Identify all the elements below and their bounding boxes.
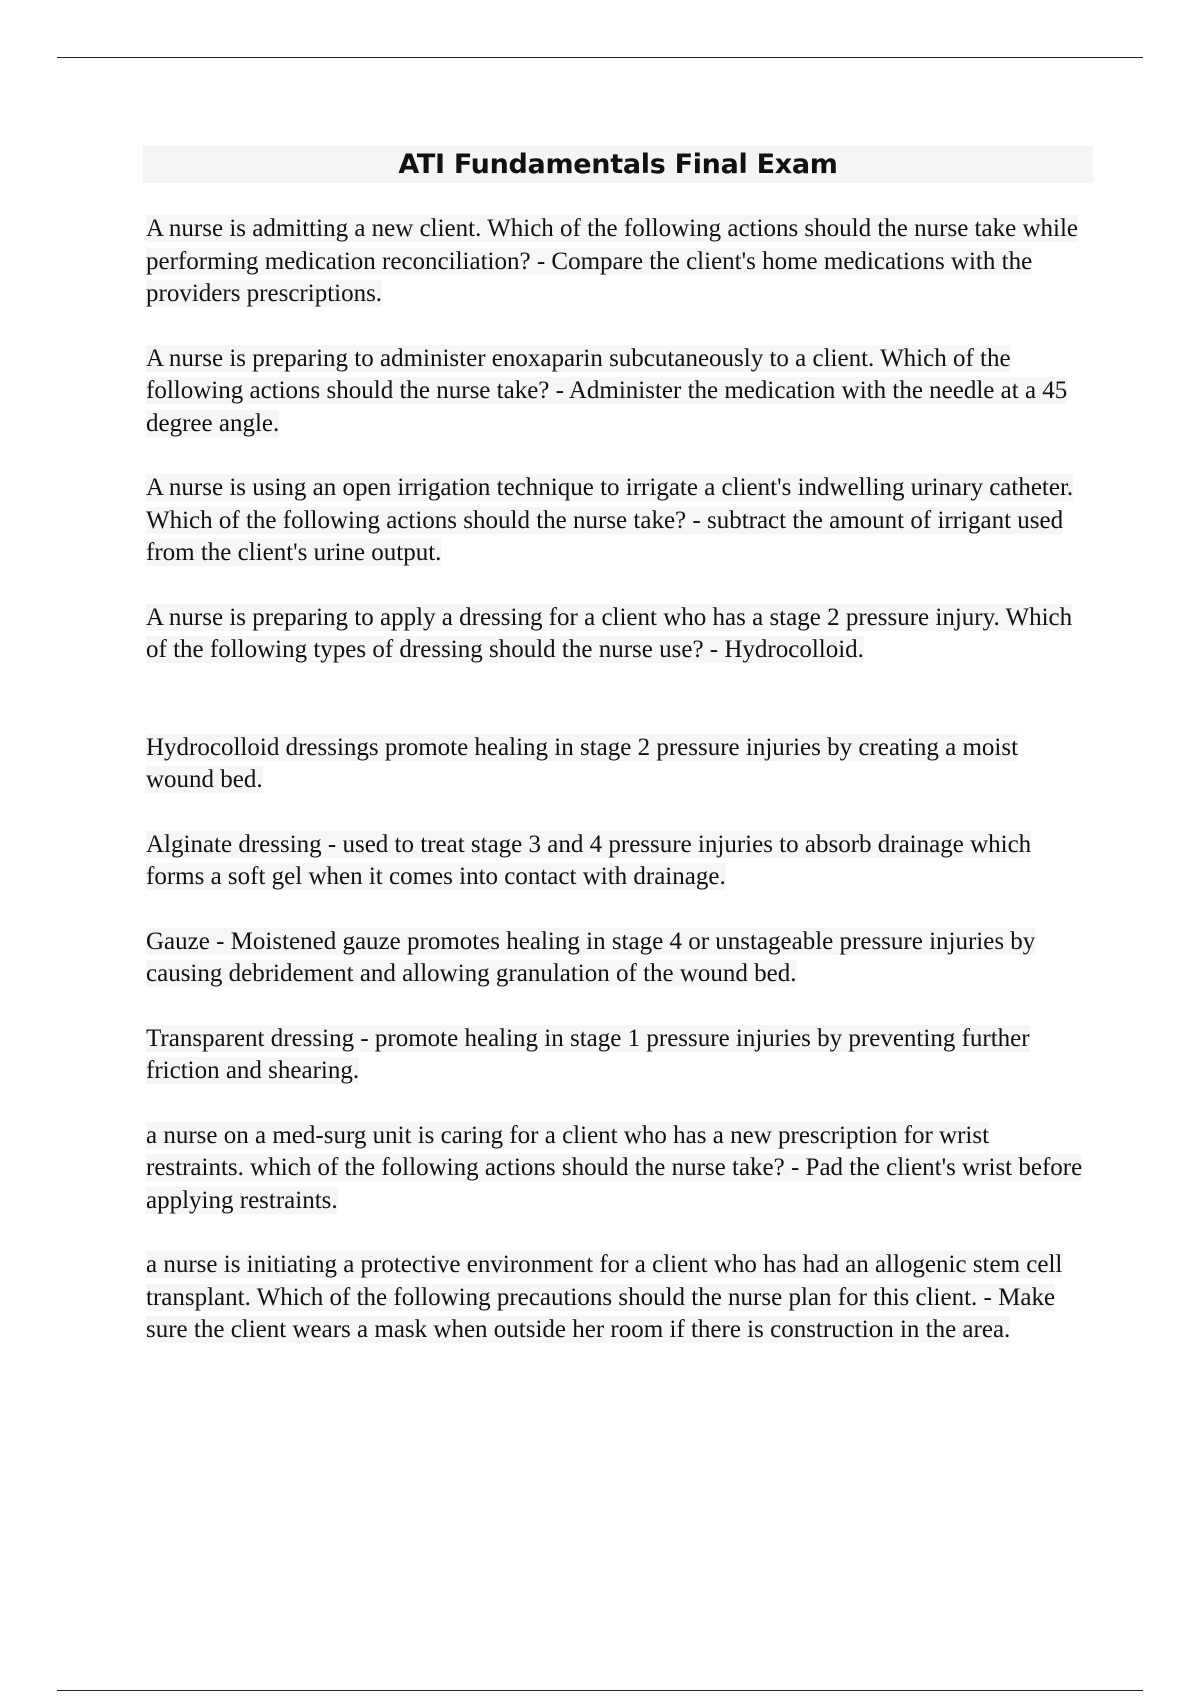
question-paragraph: A nurse is preparing to apply a dressing for a client who has a stage 2 pressure injury. Which of the following types of dressing should the nurse use? - Hydrocolloid.: [146, 603, 1073, 663]
question-paragraph: A nurse is using an open irrigation technique to irrigate a client's indwelling urinary catheter. Which of the following actions should the nurse take? - subtract the amount of irrigant used from the client's urine output.: [146, 474, 1074, 566]
explanation-paragraph: Hydrocolloid dressings promote healing in stage 2 pressure injuries by creating a moist wound bed.: [146, 733, 1019, 793]
explanation-paragraph: Transparent dressing - promote healing in stage 1 pressure injuries by preventing further friction and shearing.: [146, 1024, 1030, 1084]
document-title: ATI Fundamentals Final Exam: [398, 149, 838, 180]
title-bar: [143, 146, 1093, 183]
explanation-paragraph: Alginate dressing - used to treat stage 3 and 4 pressure injuries to absorb drainage which forms a soft gel when it comes into contact with drainage.: [146, 830, 1032, 890]
bottom-rule: [57, 1690, 1143, 1691]
document-body: [146, 213, 1086, 1347]
question-paragraph: A nurse is preparing to administer enoxaparin subcutaneously to a client. Which of the following actions should the nurse take? - Administer the medication with the needle at a 45 degree angle.: [146, 344, 1068, 437]
question-paragraph: a nurse on a med-surg unit is caring for a client who has a new prescription for wrist restraints. which of the following actions should the nurse take? - Pad the client's wrist before applying restraints.: [146, 1121, 1083, 1214]
question-paragraph: a nurse is initiating a protective environment for a client who has had an allogenic stem cell transplant. Which of the following precautions should the nurse plan for this client. - Make sure the client wears a mask when outside her room if there is construction in the area.: [146, 1251, 1063, 1343]
question-paragraph: A nurse is admitting a new client. Which of the following actions should the nurse take while performing medication reconciliation? - Compare the client's home medications with the providers prescriptions.: [146, 215, 1078, 307]
top-rule: [57, 57, 1143, 58]
explanation-paragraph: Gauze - Moistened gauze promotes healing in stage 4 or unstageable pressure injuries by causing debridement and allowing granulation of the wound bed.: [146, 927, 1036, 987]
